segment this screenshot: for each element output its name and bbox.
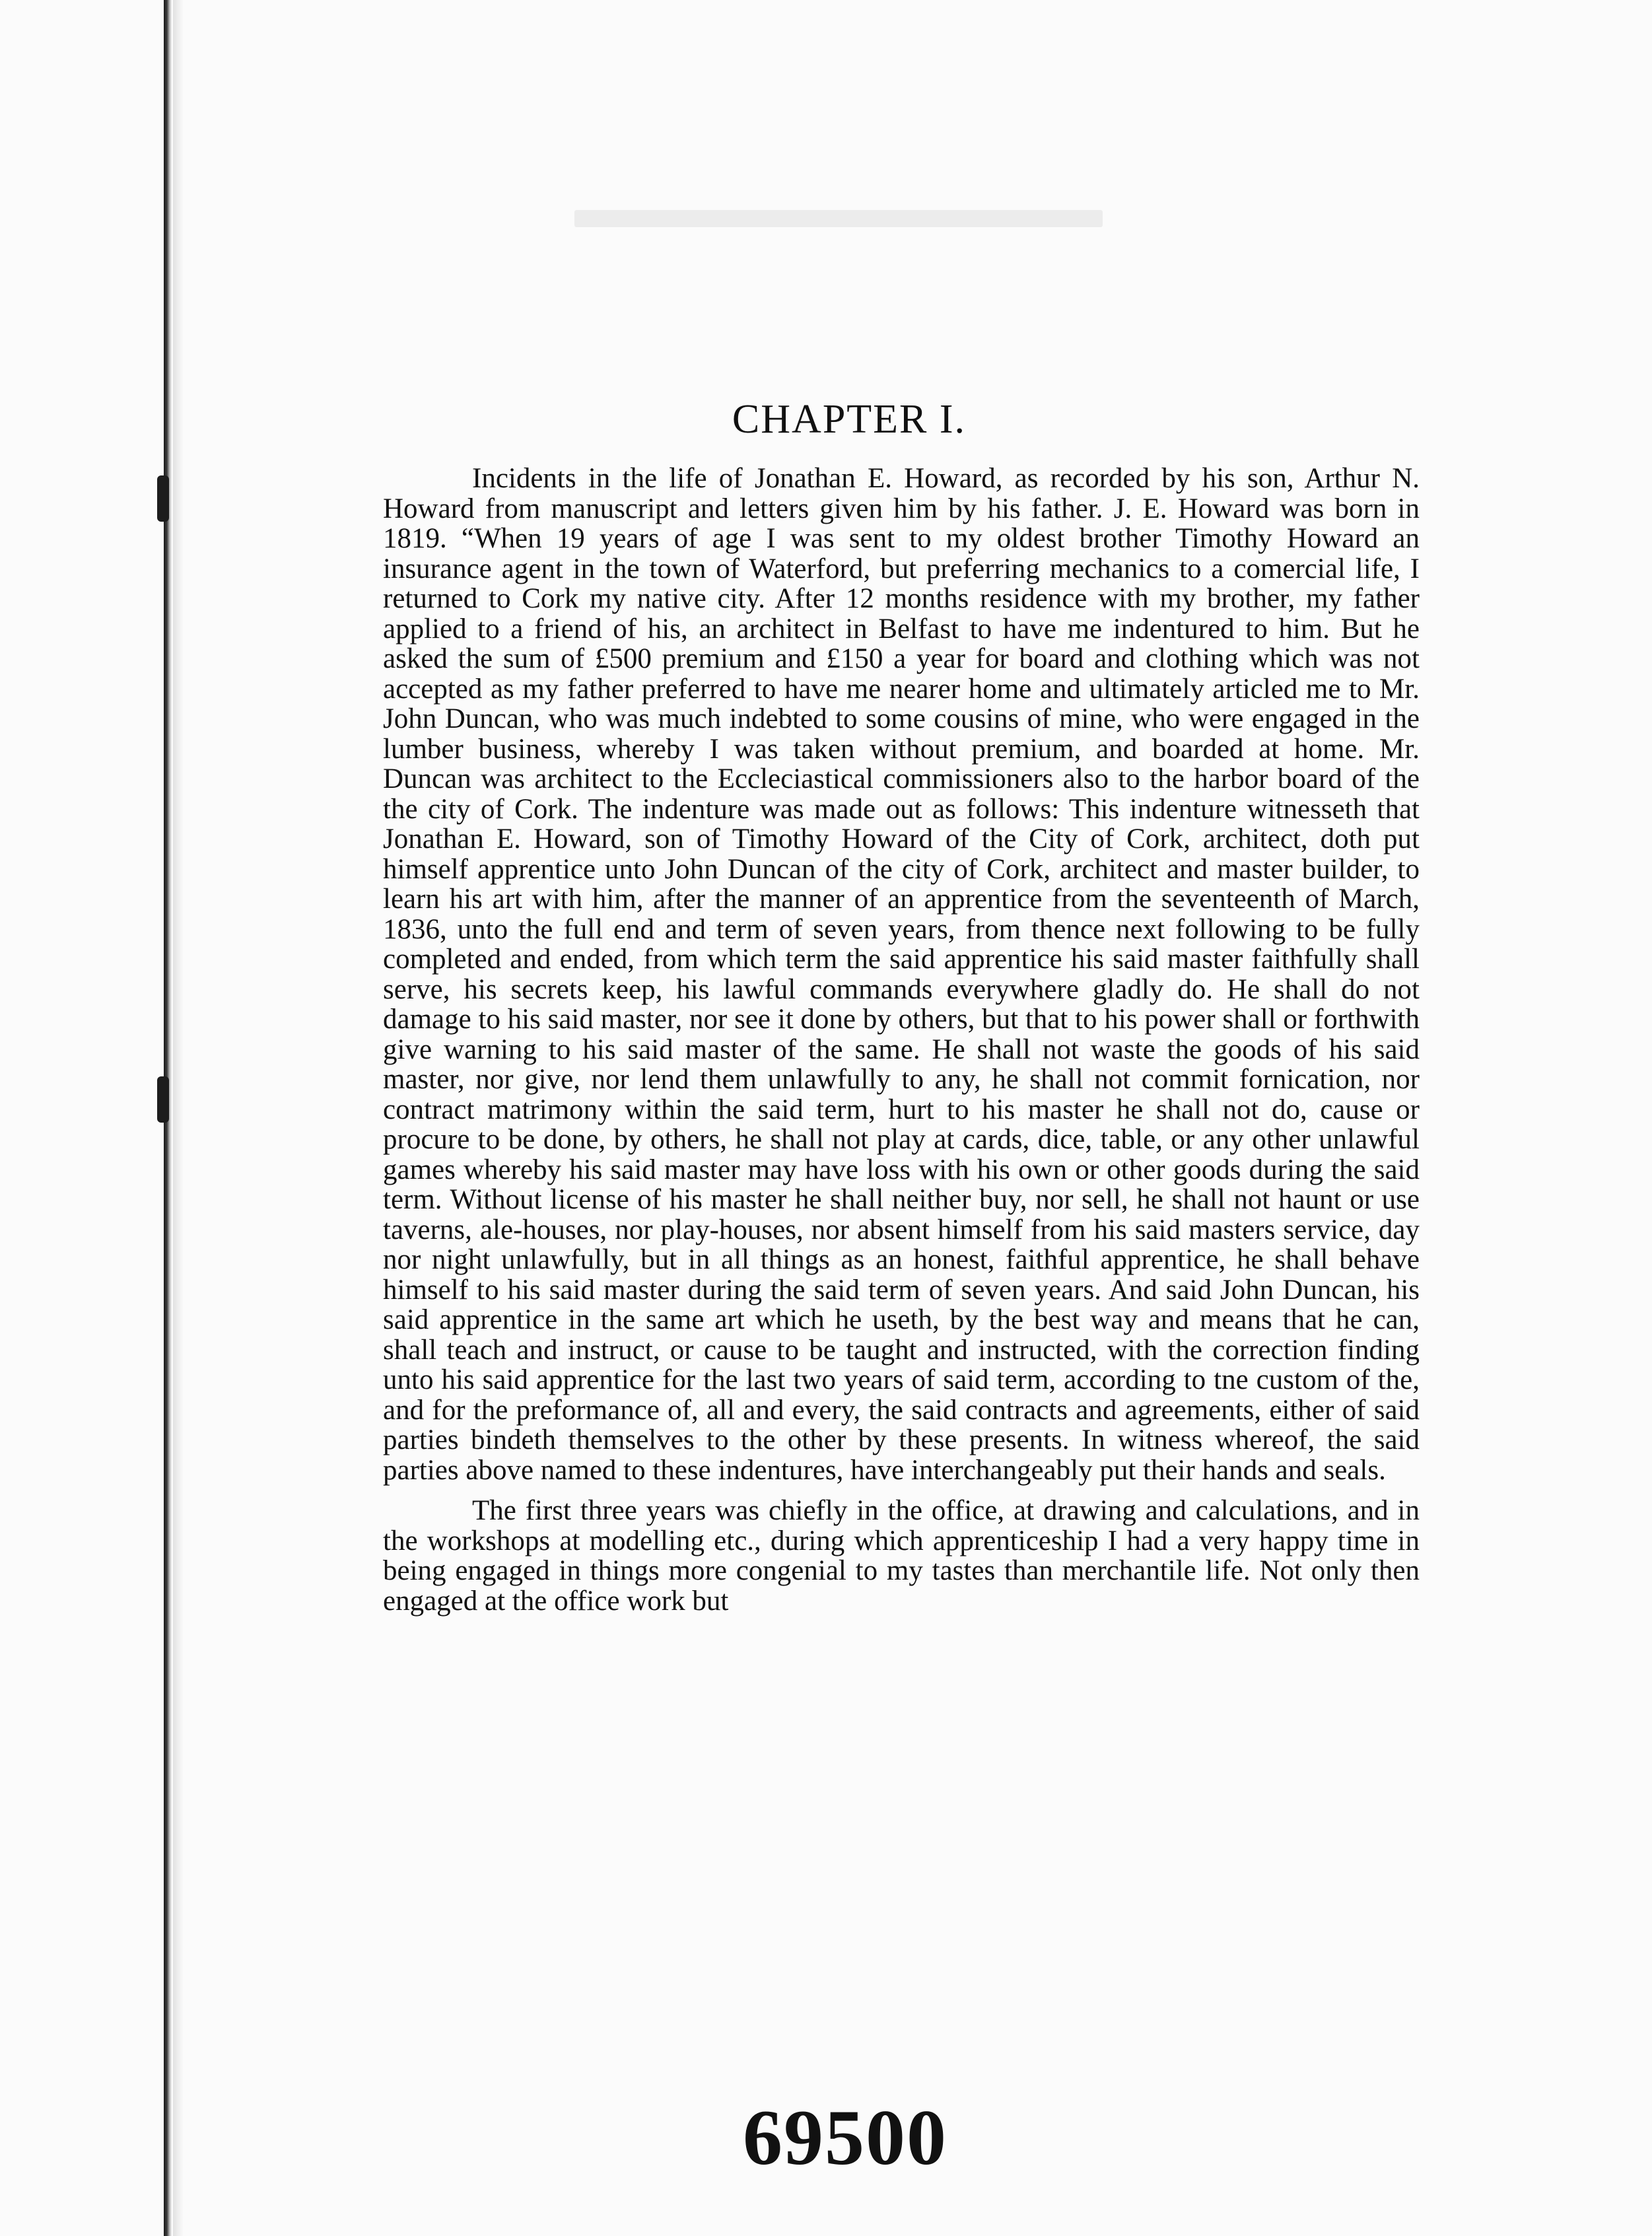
bleed-through-line	[370, 291, 1400, 314]
binding-mark	[157, 475, 169, 522]
page-number: 69500	[743, 2093, 947, 2181]
paragraph: The first three years was chiefly in the office, at drawing and calculations, and in the workshops at modelling etc., during which apprenticeship I had a very happy time in being engaged in things more congenial to my tastes than merchantile life. Not only then engaged at the office work but	[383, 1495, 1420, 1617]
chapter-title: CHAPTER I.	[732, 397, 967, 442]
binding-mark	[157, 1076, 169, 1123]
body-text	[383, 464, 1420, 1616]
paragraph: Incidents in the life of Jonathan E. Howard, as recorded by his son, Arthur N. Howard from manuscript and letters given him by his father. J. E. Howard was born in 1819. “When 19 years of age I was sent to my oldest brother Timothy Howard an insurance agent in the town of Waterford, but preferring mechanics to a comercial life, I returned to Cork my native city. After 12 months residence with my brother, my father applied to a friend of his, an architect in Belfast to have me indentured to him. But he asked the sum of £500 premium and £150 a year for board and clothing which was not accepted as my father preferred to have me nearer home and ultimately articled me to Mr. John Duncan, who was much indebted to some cousins of mine, who were engaged in the lumber business, whereby I was taken without premium, and boarded at home. Mr. Duncan was architect to the Eccleciastical commissioners also to the harbor board of the the city of Cork. The indenture was made out as follows: This indenture witnesseth that Jonathan E. Howard, son of Timothy Howard of the City of Cork, architect, doth put himself apprentice unto John Duncan of the city of Cork, architect and master builder, to learn his art with him, after the manner of an apprentice from the seventeenth of March, 1836, unto the full end and term of seven years, from thence next following to be fully completed and ended, from which term the said apprentice his said master faithfully shall serve, his secrets keep, his lawful commands everywhere gladly do. He shall do not damage to his said master, nor see it done by others, but that to his power shall or forthwith give warning to his said master of the same. He shall not waste the goods of his said master, nor give, nor lend them unlawfully to any, he shall not commit fornication, nor contract matrimony within the said term, hurt to his master he shall not do, cause or procure to be done, by others, he shall not play at cards, dice, table, or any other unlawful games whereby his said master may have loss with his own or other goods during the said term. Without license of his master he shall neither buy, nor sell, he shall not haunt or use taverns, ale-houses, nor play-houses, nor absent himself from his said masters service, day nor night unlawfully, but in all things as an honest, faithful apprentice, he shall behave himself to his said master during the said term of seven years. And said John Duncan, his said apprentice in the same art which he useth, by the best way and means that he can, shall teach and instruct, or cause to be taught and instructed, with the correction finding unto his said apprentice for the last two years of said term, according to tne custom of the, and for the preformance of, all and every, the said contracts and agreements, either of said parties bindeth themselves to the other by these presents. In witness whereof, the said parties above named to these indentures, have interchangeably put their hands and seals.	[383, 463, 1420, 1486]
bleed-through-heading	[574, 210, 1103, 227]
binding-shadow	[173, 0, 184, 2236]
